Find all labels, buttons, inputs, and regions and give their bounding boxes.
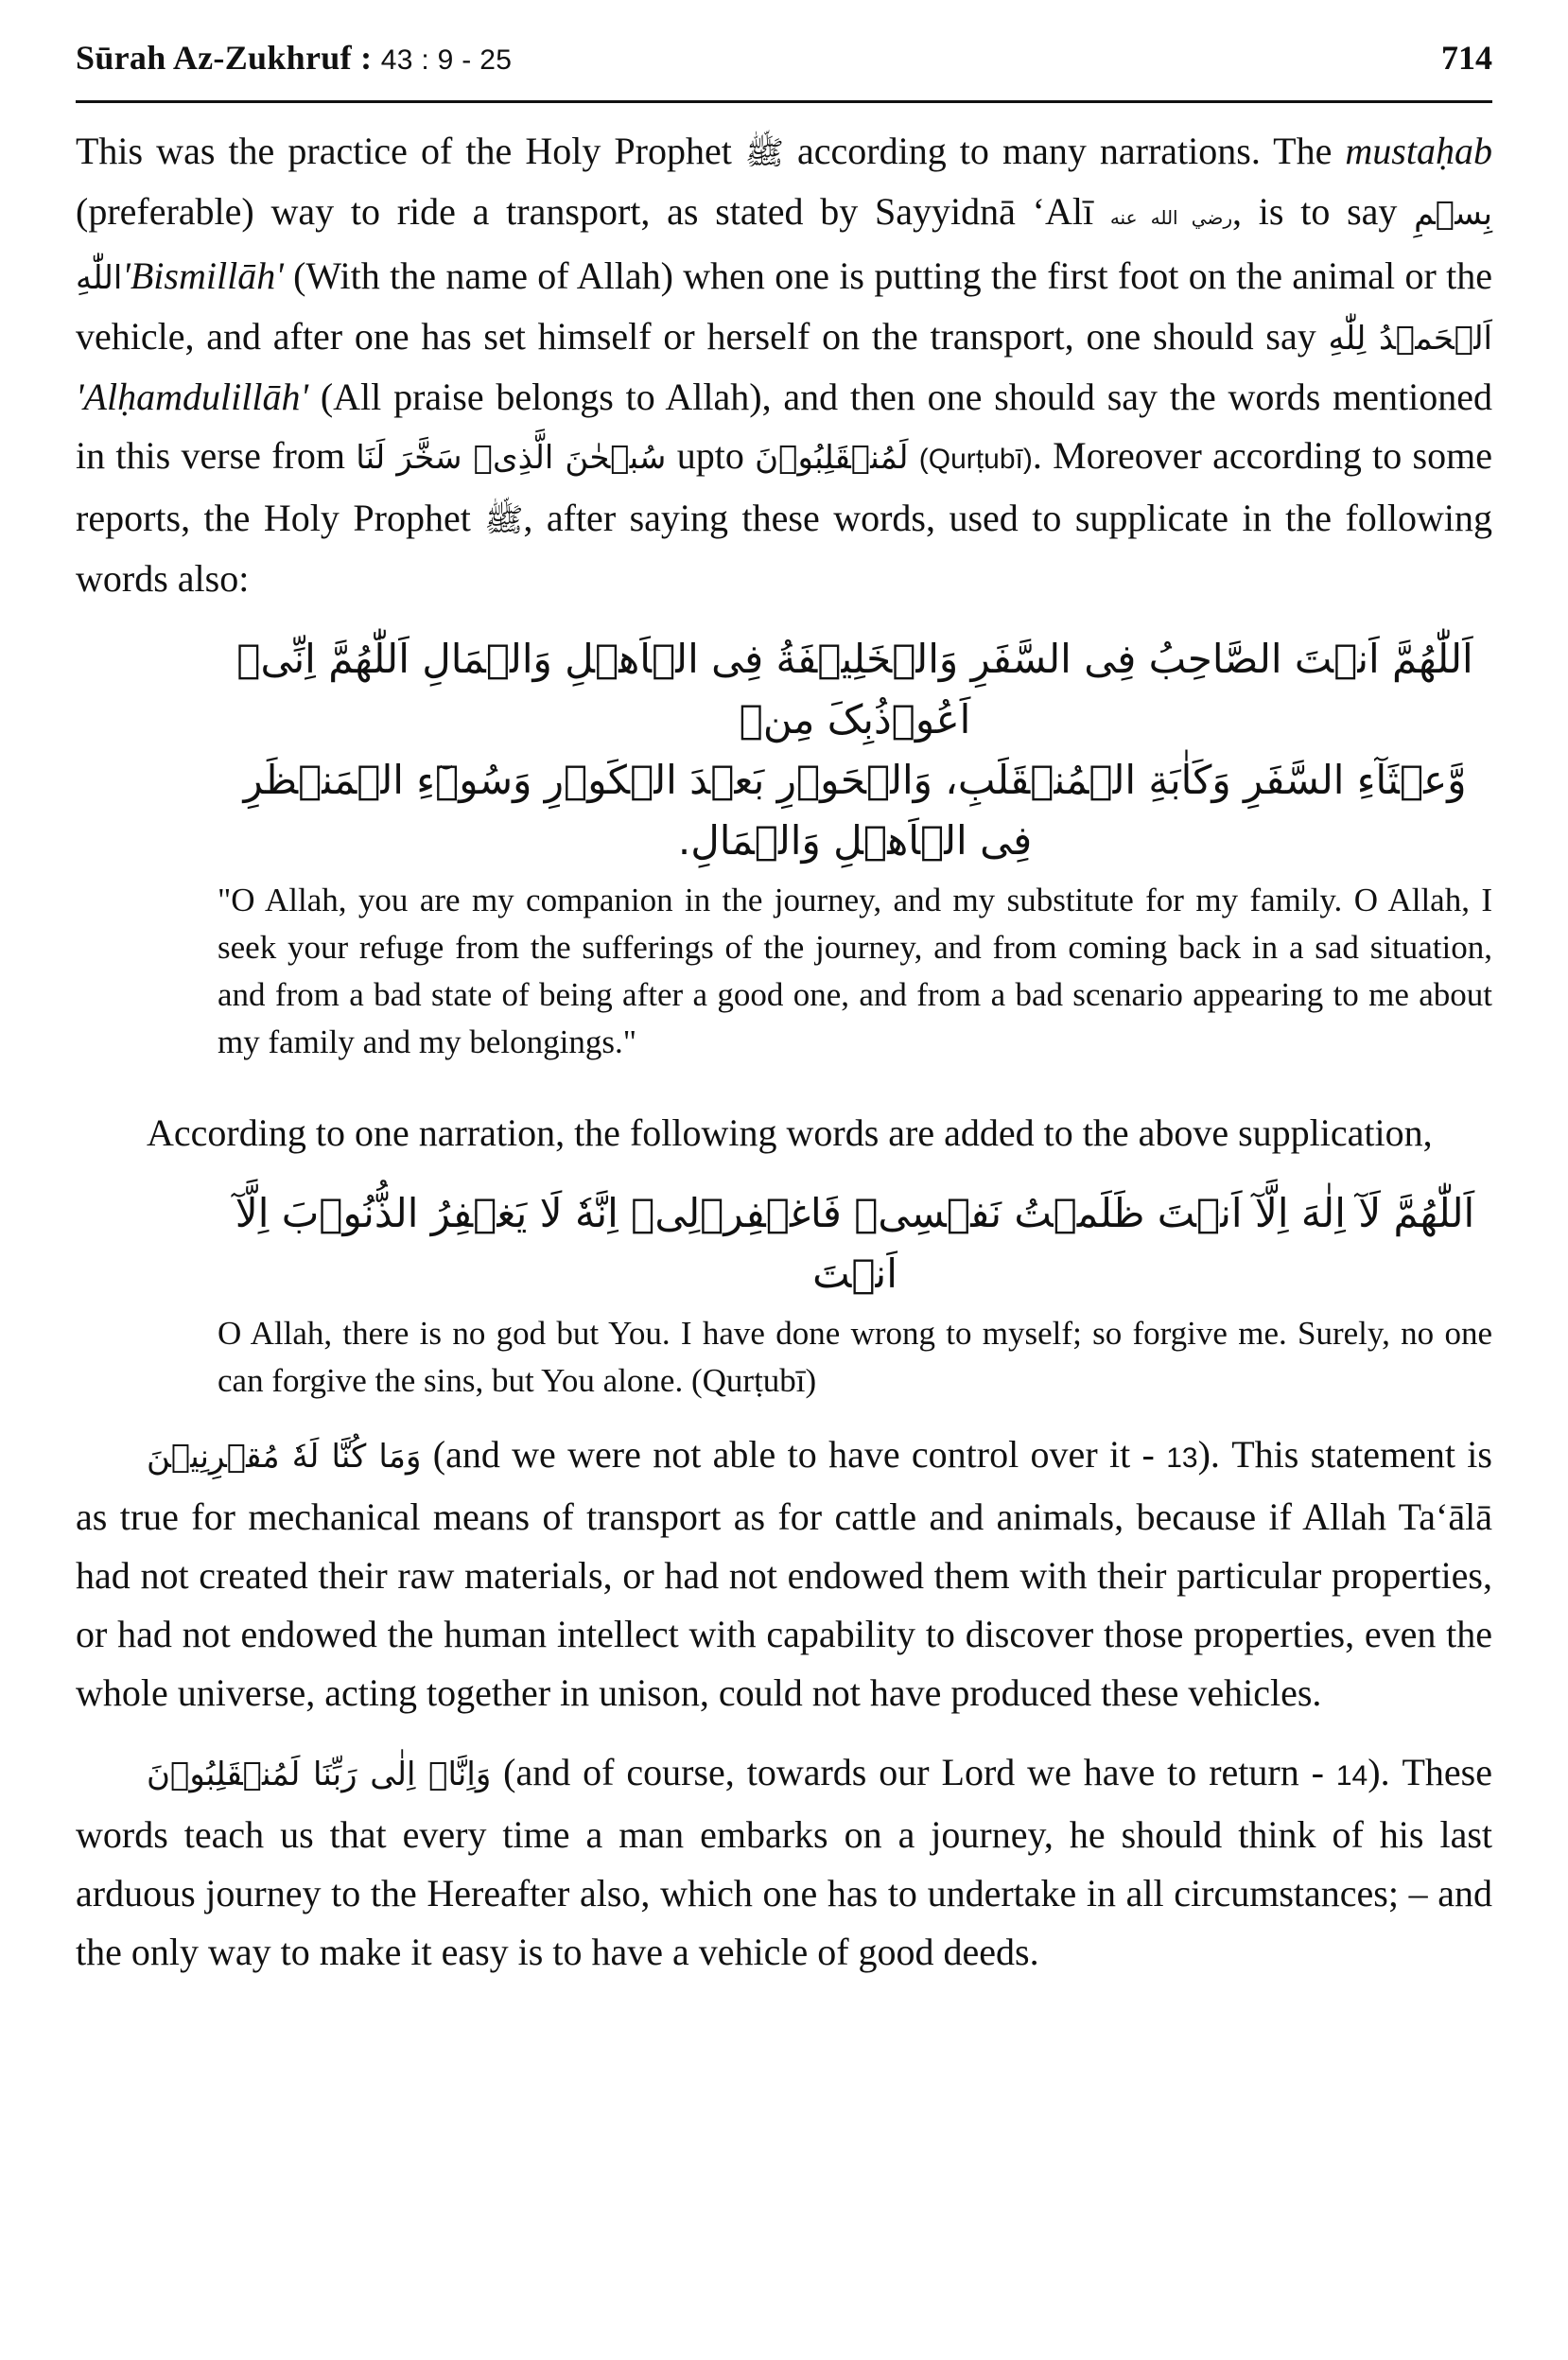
text-run: according to many narrations. The xyxy=(783,130,1346,172)
page-number: 714 xyxy=(1441,39,1492,77)
term-mustahab: mustaḥab xyxy=(1345,130,1492,172)
text-run: , is to say xyxy=(1232,190,1415,233)
text-run: (and of course, towards our Lord we have to return - xyxy=(491,1751,1336,1793)
text-run: ). These words teach us that every time a man embarks on a journey, he should think of his last arduous journey to the Hereafter also, which one has to undertake in all circumstances; – and the only way to make it easy is to have a vehicle of good deeds. xyxy=(76,1751,1492,1973)
supplication-block xyxy=(218,629,1492,1066)
supplication-arabic-line-1: اَللّٰهُمَّ اَنۡتَ الصَّاحِبُ فِی السَّفَرِ وَالۡخَلِیۡفَةُ فِی الۡاَهۡلِ وَالۡمَالِ اَللّٰهُمَّ اِنِّیۡ اَعُوۡذُبِکَ مِنۡ xyxy=(236,636,1473,743)
text-run: (preferable) way to ride a transport, as stated by Sayyidnā ‘Alī xyxy=(76,190,1110,233)
paragraph-one-narration: According to one narration, the following words are added to the above supplication, xyxy=(147,1111,1433,1154)
text-run: O Allah, there is no god but You. I have done wrong to myself; so forgive me. Surely, no one can forgive the sins, but You alone. xyxy=(218,1315,1492,1399)
text-run: upto xyxy=(666,434,756,477)
supplication-arabic-line-2: وَّعۡثَآءِ السَّفَرِ وَکَاٰبَةِ الۡمُنۡقَلَبِ، وَالۡحَوۡرِ بَعۡدَ الۡکَوۡرِ وَسُوۡٓءِ الۡمَنۡظَرِ فِی الۡاَهۡلِ وَالۡمَالِ. xyxy=(243,757,1467,864)
text-run: (and we were not able to have control over it - xyxy=(421,1433,1167,1476)
verse-number: 13 xyxy=(1166,1442,1198,1474)
running-header xyxy=(76,38,1492,103)
supplication-translation: "O Allah, you are my companion in the journey, and my substitute for my family. O Allah, I seek your refuge from the sufferings of the journey, and from coming back in a sad situation, and from a bad state of being after a good one, and from a bad scenario appearing to me about my family and my belongings." xyxy=(218,882,1492,1060)
paragraph-verse-13 xyxy=(76,1425,1492,1722)
verse-13-arabic: وَمَا كُنَّا لَهٗ مُقۡرِنِیۡنَ xyxy=(147,1438,422,1476)
qurtubi-citation: (Qurṭubī) xyxy=(918,444,1033,475)
subhan-arabic: سُبۡحٰنَ الَّذِیۡ سَخَّرَ لَنَا xyxy=(356,439,667,477)
salutation-glyph: ﷺ xyxy=(484,501,524,539)
main-content xyxy=(76,122,1492,1982)
text-run: . Moreover according to some reports, the Holy Prophet xyxy=(76,434,1492,539)
text-run: This was the practice of the Holy Prophet xyxy=(76,130,745,172)
salutation-glyph: ﷺ xyxy=(744,134,784,172)
text-run: (All praise belongs to Allah), and then one should say the words mentioned in this verse from xyxy=(76,376,1492,477)
supplication2-translation xyxy=(218,1310,1492,1405)
paragraph-verse-14 xyxy=(76,1743,1492,1982)
header-title xyxy=(76,38,512,78)
munqalibun-arabic: لَمُنۡقَلِبُوۡنَ xyxy=(755,439,909,477)
text-run: (With the name of Allah) when one is putting the first foot on the animal or the vehicle, and after one has set himself or herself on the transport, one should say xyxy=(76,254,1492,358)
text-run: , after saying these words, used to supplicate in the following words also: xyxy=(76,497,1492,600)
surah-title: Sūrah Az-Zukhruf : xyxy=(76,39,373,77)
supplication2-arabic: اَللّٰهُمَّ لَآ اِلٰهَ اِلَّآ اَنۡتَ ظَلَمۡتُ نَفۡسِیۡ فَاغۡفِرۡلِیۡ اِنَّهٗ لَا یَغۡفِرُ الذُّنُوۡبَ اِلَّآ اَنۡتَ xyxy=(235,1190,1475,1297)
radiyallah-glyph: رضي الله عنه xyxy=(1109,206,1233,229)
alhamdu-arabic: اَلۡحَمۡدُ لِلّٰهِ xyxy=(1328,320,1492,358)
bismillah-arabic: بِسۡمِ اللّٰهِ xyxy=(76,195,1492,297)
text-run: ). This statement is as true for mechanical means of transport as for cattle and animals, because if Allah Ta‘ālā had not created their raw materials, or had not endowed them with their particular properties, or had not endowed the human intellect with capability to discover those properties, even the whole universe, acting together in unison, could not have produced these vehicles. xyxy=(76,1433,1492,1714)
verse-14-arabic: وَاِنَّاۤ اِلٰى رَبِّنَا لَمُنۡقَلِبُوۡنَ xyxy=(147,1756,492,1793)
alhamdu-transliteration: 'Alḥamdulillāh' xyxy=(76,376,308,418)
verse-number: 14 xyxy=(1335,1760,1368,1792)
paragraph-practice xyxy=(76,122,1492,608)
verse-reference: 43 : 9 - 25 xyxy=(380,44,513,76)
bismillah-transliteration: 'Bismillāh' xyxy=(122,254,284,297)
page xyxy=(76,38,1492,1982)
supplication-block-2 xyxy=(218,1183,1492,1405)
qurtubi-citation: (Qurṭubī) xyxy=(690,1362,817,1399)
